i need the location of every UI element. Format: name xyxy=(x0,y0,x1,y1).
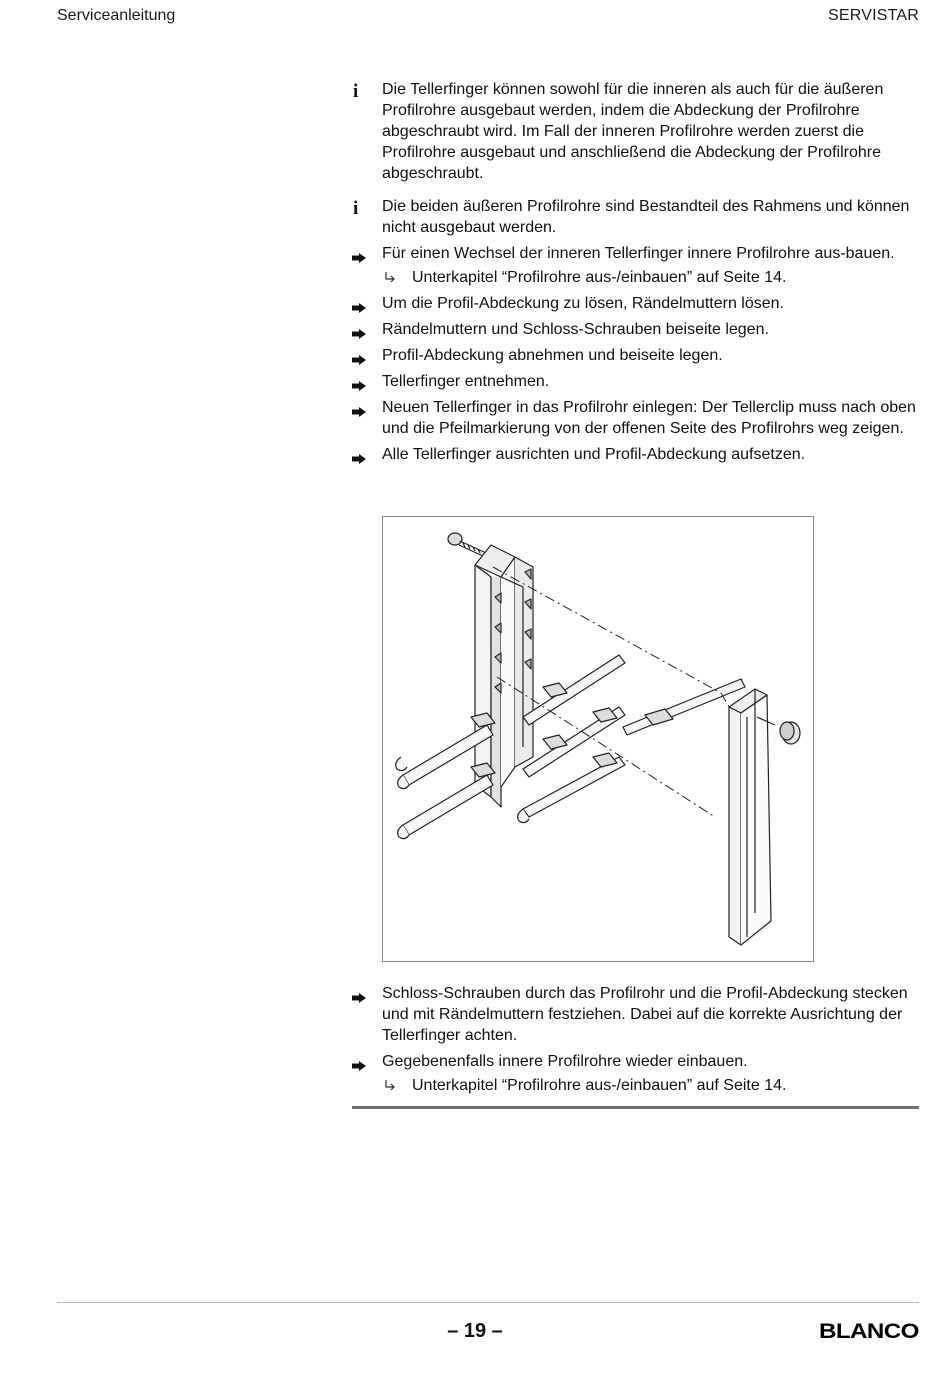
page-number: – 19 – xyxy=(447,1320,503,1342)
instruction-list-top xyxy=(352,79,920,465)
cross-reference xyxy=(352,1075,920,1096)
assembly-illustration xyxy=(382,516,814,962)
info-note xyxy=(352,196,920,238)
arrow-right-icon xyxy=(352,376,366,386)
instruction-step xyxy=(352,397,920,439)
text: Rändelmuttern und Schloss-Schrauben beiseite legen. xyxy=(382,321,769,338)
info-icon: i xyxy=(353,81,359,102)
reference-arrow-icon xyxy=(383,270,397,284)
plate-finger-icon xyxy=(623,679,745,735)
arrow-right-icon xyxy=(352,248,366,258)
text: Alle Tellerfinger ausrichten und Profil-Abdeckung aufsetzen. xyxy=(382,446,806,463)
footer-divider xyxy=(57,1302,919,1303)
text: Schloss-Schrauben durch das Profilrohr und die Profil-Abdeckung stecken und mit Rändelmuttern festziehen. Dabei auf die korrekte Ausrichtung der Tellerfinger achten. xyxy=(382,985,908,1044)
section-end-rule xyxy=(352,1106,919,1109)
text: Die beiden äußeren Profilrohre sind Bestandteil des Rahmens und können nicht ausgebaut werden. xyxy=(382,198,910,236)
text: Für einen Wechsel der inneren Tellerfinger innere Profilrohre aus-bauen. xyxy=(382,245,895,262)
header-document-title: Serviceanleitung xyxy=(57,7,176,24)
arrow-right-icon xyxy=(352,1056,366,1066)
arrow-right-icon xyxy=(352,402,366,412)
text: Profil-Abdeckung abnehmen und beiseite legen. xyxy=(382,347,723,364)
text: Unterkapitel “Profilrohre aus-/einbauen” auf Seite 14. xyxy=(412,269,787,286)
instruction-step xyxy=(352,319,920,340)
carriage-bolt-icon xyxy=(448,533,486,557)
info-icon: i xyxy=(353,198,359,219)
instruction-step xyxy=(352,345,920,366)
brand-logo: BLANCO xyxy=(819,1320,919,1343)
text: Die Tellerfinger können sowohl für die inneren als auch für die äußeren Profilrohre ausgebaut werden, indem die Abdeckung der Profilrohre abgeschraubt wird. Im Fall der inneren Profilrohre werden zuerst die Profilrohre ausgebaut und anschließend die Abdeckung der Profilrohre abgeschraubt. xyxy=(382,81,884,182)
arrow-right-icon xyxy=(352,988,366,998)
info-note xyxy=(352,79,920,184)
instruction-step xyxy=(352,371,920,392)
arrow-right-icon xyxy=(352,449,366,459)
profile-cover-icon xyxy=(729,689,771,945)
cross-reference xyxy=(352,267,920,288)
arrow-right-icon xyxy=(352,350,366,360)
text: Gegebenenfalls innere Profilrohre wieder einbauen. xyxy=(382,1053,748,1070)
instruction-step xyxy=(352,1051,920,1072)
text: Tellerfinger entnehmen. xyxy=(382,373,550,390)
text: Um die Profil-Abdeckung zu lösen, Rändelmuttern lösen. xyxy=(382,295,784,312)
arrow-right-icon xyxy=(352,324,366,334)
reference-arrow-icon xyxy=(383,1078,397,1092)
instruction-step xyxy=(352,444,920,465)
text: Neuen Tellerfinger in das Profilrohr einlegen: Der Tellerclip muss nach oben und die Pfeilmarkierung von der offenen Seite des Profilrohrs weg zeigen. xyxy=(382,399,916,437)
text: Unterkapitel “Profilrohre aus-/einbauen” auf Seite 14. xyxy=(412,1077,787,1094)
instruction-step xyxy=(352,293,920,314)
instruction-list-bottom xyxy=(352,983,920,1096)
header-product-name: SERVISTAR xyxy=(827,7,919,24)
instruction-step xyxy=(352,983,920,1046)
arrow-right-icon xyxy=(352,298,366,308)
instruction-step xyxy=(352,243,920,264)
